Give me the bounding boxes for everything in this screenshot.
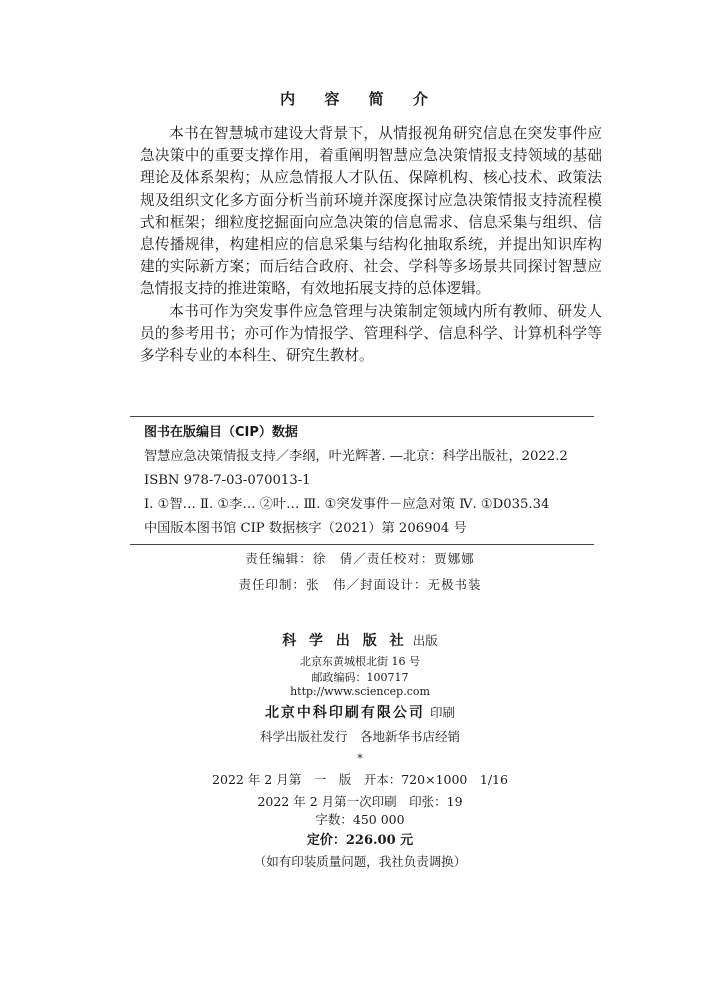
cip-line-classification: Ⅰ. ①智… Ⅱ. ①李… ②叶… Ⅲ. ①突发事件－应急对策 Ⅳ. ①D035.34 — [144, 497, 550, 512]
cip-line-isbn: ISBN 978-7-03-070013-1 — [144, 473, 311, 488]
publisher-name: 科 学 出 版 社 — [282, 633, 408, 649]
price: 定价：226.00 元 — [306, 833, 414, 848]
printing-line: 2022 年 2 月第一次印刷 印张：19 — [257, 794, 463, 809]
credits-line-1: 责任编辑：徐 倩／责任校对：贾娜娜 — [245, 551, 475, 566]
summary-paragraph-1: 本书在智慧城市建设大背景下，从情报视角研究信息在突发事件应急决策中的重要支撑作用，着重阐明智慧应急决策情报支持领域的基础理论及体系架构；从应急情报人才队伍、保障机构、核心技术、政策法规及组织文化多方面分析当前环境并深度探讨应急决策情报支持流程模式和框架；细粒度挖掘面向应急决策的信息需求、信息采集与组织、信息传播规律，构建相应的信息采集与结构化抽取系统，并提出知识库构建的实际新方案；而后结合政府、社会、学科等多场景共同探讨智慧应急情报支持的推进策略，有效地拓展支持的总体逻辑。 — [140, 125, 602, 298]
printer-line — [0, 702, 720, 722]
distribution-line: 科学出版社发行 各地新华书店经销 — [259, 729, 460, 744]
publisher-line — [0, 630, 720, 650]
page-title: 内 容 简 介 — [280, 90, 440, 108]
publisher-address: 北京东黄城根北街 16 号 — [300, 655, 420, 668]
separator-star: * — [357, 752, 363, 765]
cip-line-record: 中国版本图书馆 CIP 数据核字（2021）第 206904 号 — [144, 521, 467, 536]
edition-line: 2022 年 2 月第 一 版 开本：720×1000 1/16 — [212, 772, 508, 787]
quality-notice: （如有印装质量问题，我社负责调换） — [253, 854, 467, 869]
credits-line-2: 责任印制：张 伟／封面设计：无极书装 — [238, 577, 482, 592]
publisher-postcode: 邮政编码：100717 — [311, 671, 409, 684]
cip-line-title: 智慧应急决策情报支持／李纲，叶光辉著. —北京：科学出版社，2022.2 — [144, 449, 568, 464]
publisher-suffix: 出版 — [412, 633, 438, 648]
publisher-url: http://www.sciencep.com — [290, 685, 430, 698]
word-count: 字数：450 000 — [315, 812, 405, 827]
printer-name: 北京中科印刷有限公司 — [264, 705, 425, 721]
summary-paragraph-2: 本书可作为突发事件应急管理与决策制定领域内所有教师、研发人员的参考用书；亦可作为情报学、管理科学、信息科学、计算机科学等多学科专业的本科生、研究生教材。 — [140, 302, 602, 365]
cip-block — [130, 416, 594, 545]
summary-section — [140, 123, 602, 367]
printer-suffix: 印刷 — [430, 705, 456, 720]
cip-heading: 图书在版编目（CIP）数据 — [144, 425, 298, 440]
